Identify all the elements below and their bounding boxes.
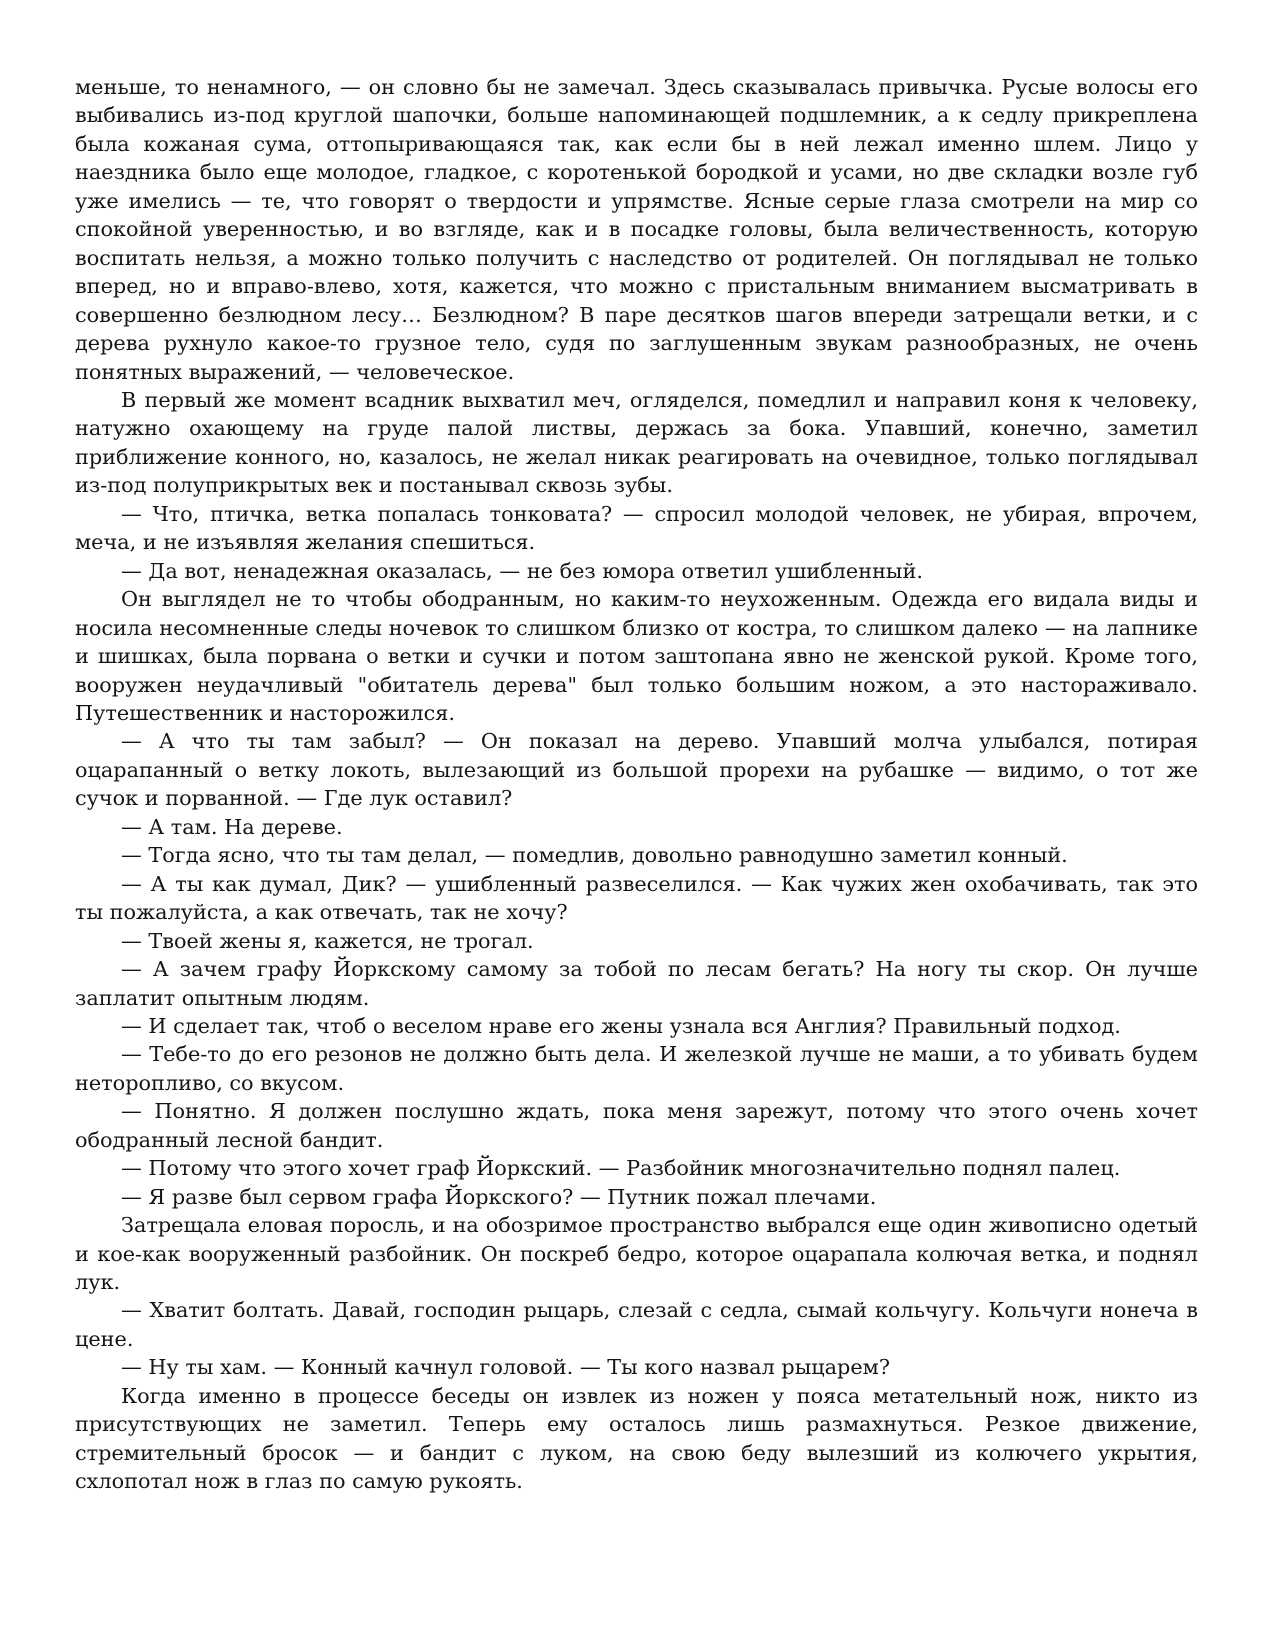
paragraph-16: — Я разве был сервом графа Йоркского? — Путник пожал плечами.: [121, 1184, 877, 1209]
paragraph-9: — А ты как думал, Дик? — ушибленный развеселился. — Как чужих жен охобачивать, так это ты пожалуйста, а как отвечать, так не хочу?: [75, 871, 1198, 925]
paragraph-2: В первый же момент всадник выхватил меч, огляделся, помедлил и направил коня к человеку, натужно охающему на груде палой листвы, держась за бока. Упавший, конечно, заметил приближение конного, но, казалось, не желал никак реагировать на очевидное, только поглядывал из-под полуприкрытых век и постанывал сквозь зубы.: [75, 387, 1198, 498]
paragraph-12: — И сделает так, чтоб о веселом нраве его жены узнала вся Англия? Правильный подход.: [121, 1013, 1121, 1038]
paragraph-18: — Хватит болтать. Давай, господин рыцарь, слезай с седла, сымай кольчугу. Кольчуги нонеча в цене.: [75, 1298, 1198, 1351]
paragraph-13: — Тебе-то до его резонов не должно быть дела. И железкой лучше не маши, а то убивать будем неторопливо, со вкусом.: [75, 1042, 1198, 1095]
paragraph-4: — Да вот, ненадежная оказалась, — не без юмора ответил ушибленный.: [121, 558, 923, 583]
paragraph-8: — Тогда ясно, что ты там делал, — помедлив, довольно равнодушно заметил конный.: [121, 843, 1068, 868]
paragraph-7: — А там. На дереве.: [121, 814, 343, 839]
paragraph-15: — Потому что этого хочет граф Йоркский. — Разбойник многозначительно поднял палец.: [121, 1156, 1121, 1181]
paragraph-19: — Ну ты хам. — Конный качнул головой. — Ты кого назвал рыцарем?: [121, 1355, 890, 1380]
paragraph-1: меньше, то ненамного, — он словно бы не замечал. Здесь сказывалась привычка. Русые волосы его выбивались из-под круглой шапочки, больше напоминающей подшлемник, а к седлу прикреплена была кожаная сума, оттопыривающаяся так, как если бы в ней лежал именно шлем. Лицо у наездника было еще молодое, гладкое, с коротенькой бородкой и усами, но две складки возле губ уже имелись — те, что говорят о твердости и упрямстве. Ясные серые глаза смотрели на мир со спокойной уверенностью, и во взгляде, как и в посадке головы, была величественность, которую воспитать нельзя, а можно только получить с наследство от родителей. Он поглядывал не только вперед, но и вправо-влево, хотя, кажется, что можно с пристальным вниманием высматривать в совершенно безлюдном лесу… Безлюдном? В паре десятков шагов впереди затрещали ветки, и с дерева рухнуло какое-то грузное тело, судя по заглушенным звукам разнообразных, не очень понятных выражений, — человеческое.: [75, 75, 1198, 384]
paragraph-11: — А зачем графу Йоркскому самому за тобой по лесам бегать? На ногу ты скор. Он лучше заплатит опытным людям.: [75, 957, 1198, 1010]
paragraph-14: — Понятно. Я должен послушно ждать, пока меня зарежут, потому что этого очень хочет ободранный лесной бандит.: [75, 1099, 1198, 1152]
paragraph-20: Когда именно в процессе беседы он извлек из ножен у пояса метательный нож, никто из присутствующих не заметил. Теперь ему осталось лишь размахнуться. Резкое движение, стремительный бросок — и бандит с луком, на свою беду вылезший из колючего укрытия, схлопотал нож в глаз по самую рукоять.: [75, 1383, 1198, 1494]
paragraph-10: — Твоей жены я, кажется, не трогал.: [121, 928, 534, 953]
paragraph-17: Затрещала еловая поросль, и на обозримое пространство выбрался еще один живописно одетый и кое-как вооруженный разбойник. Он поскреб бедро, которое оцарапала колючая ветка, и поднял лук.: [75, 1213, 1198, 1295]
paragraph-6: — А что ты там забыл? — Он показал на дерево. Упавший молча улыбался, потирая оцарапанный о ветку локоть, вылезающий из большой прорехи на рубашке — видимо, о тот же сучок и порванной. — Где лук оставил?: [75, 729, 1198, 811]
paragraph-5: Он выглядел не то чтобы ободранным, но каким-то неухоженным. Одежда его видала виды и носила несомненные следы ночевок то слишком близко от костра, то слишком далеко — на лапнике и шишках, была порвана о ветки и сучки и потом заштопана явно не женской рукой. Кроме того, вооружен неудачливый "обитатель дерева" был только большим ножом, а это настораживало. Путешественник и насторожился.: [75, 587, 1198, 725]
paragraph-3: — Что, птичка, ветка попалась тонковата? — спросил молодой человек, не убирая, впрочем, меча, и не изъявляя желания спешиться.: [75, 501, 1198, 555]
